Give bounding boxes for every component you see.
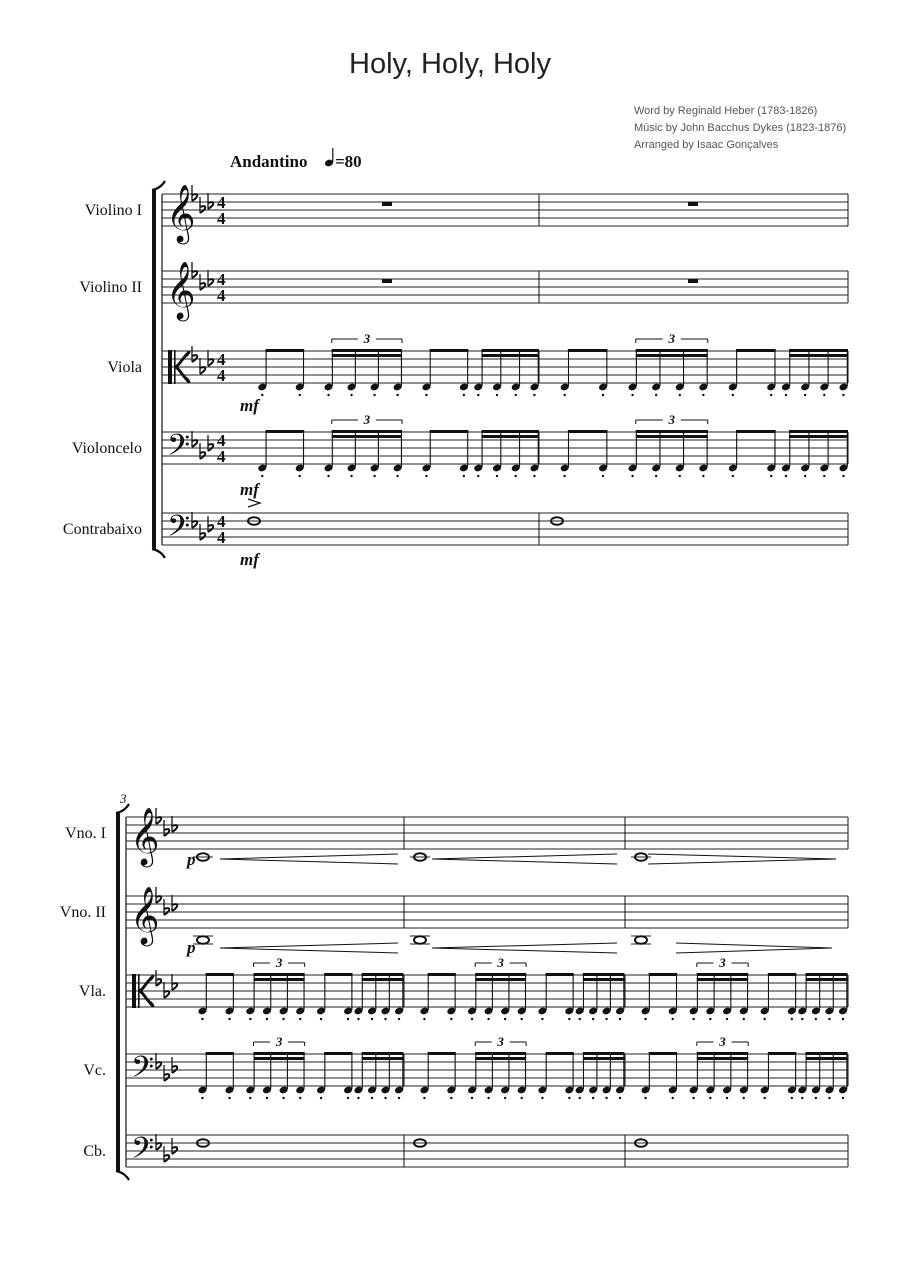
credit-words: Word by Reginald Heber (1783-1826) [634,105,818,117]
staccato-dot [564,475,566,477]
beam [254,1057,305,1060]
beam [805,1052,847,1055]
staccato-dot [521,1018,523,1020]
staccato-dot [201,1018,203,1020]
staccato-dot [299,1097,301,1099]
staccato-dot [842,394,844,396]
staccato-dot [804,475,806,477]
system-bracket [152,190,156,549]
staccato-dot [266,1018,268,1020]
beam [636,430,708,433]
staccato-dot [477,475,479,477]
staccato-dot [471,1097,473,1099]
beam [636,354,708,357]
staccato-dot [605,1097,607,1099]
tempo-marking [230,148,362,171]
beam [362,1052,404,1055]
beam [583,1052,625,1055]
flat-icon [200,443,205,459]
whole-note [414,936,426,944]
time-signature-top: 4 [217,431,226,450]
staccato-dot [785,394,787,396]
tempo-bpm: =80 [335,152,362,171]
staccato-dot [785,475,787,477]
staccato-dot [541,1018,543,1020]
staccato-dot [709,1097,711,1099]
flat-icon [164,820,169,836]
flat-icon [172,1057,177,1073]
credit-music: Músic by John Bacchus Dykes (1823-1876) [634,122,847,134]
staccato-dot [732,394,734,396]
flat-icon [172,816,177,832]
staccato-dot [672,1018,674,1020]
whole-note [635,936,647,944]
staccato-dot [842,1018,844,1020]
beam [475,973,526,976]
beam [636,349,708,352]
time-signature-top: 4 [217,193,226,212]
flat-icon [200,197,205,213]
flat-icon [164,982,169,998]
bass-clef-icon: 𝄢 [167,510,191,551]
measure-2 [410,853,625,1147]
beam [481,354,538,357]
staccato-dot [477,394,479,396]
staccato-dot [726,1097,728,1099]
flat-bowl [208,359,213,366]
accent-mark [248,499,260,507]
staccato-dot [371,1097,373,1099]
instrument-name: Violoncelo [71,440,142,457]
time-signature-bottom: 4 [217,447,226,466]
tuplet-number: 3 [275,1034,283,1049]
beam [546,1052,574,1055]
beam [568,349,608,352]
beam [583,978,625,981]
flat-icon [164,899,169,915]
time-signature-top: 4 [217,270,226,289]
staccato-dot [801,1097,803,1099]
staccato-dot [249,1018,251,1020]
beam [481,430,538,433]
whole-rest-icon [382,279,392,283]
staccato-dot [568,1097,570,1099]
flat-bowl [172,983,177,990]
staccato-dot [228,1097,230,1099]
staccato-dot [299,394,301,396]
staccato-dot [261,475,263,477]
beam [789,435,848,438]
staccato-dot [644,1018,646,1020]
staccato-dot [347,1097,349,1099]
staccato-dot [398,1097,400,1099]
staccato-dot [541,1097,543,1099]
diminuendo-hairpin [676,943,832,953]
beam [362,1057,404,1060]
whole-rest-icon [688,202,698,206]
staccato-dot [496,394,498,396]
flat-icon [156,1053,161,1069]
staccato-dot [692,1018,694,1020]
beam [254,973,305,976]
tuplet-number: 3 [363,412,371,427]
staccato-dot [261,394,263,396]
beam [583,973,625,976]
whole-rest-icon [382,202,392,206]
staccato-dot [592,1018,594,1020]
flat-bowl [172,904,177,911]
staccato-dot [504,1018,506,1020]
beam [805,1057,847,1060]
tempo-label: Andantino [230,152,308,171]
staccato-dot [384,1097,386,1099]
staccato-dot [679,394,681,396]
instrument-name: Violino II [79,279,142,296]
staccato-dot [327,475,329,477]
staccato-dot [828,1097,830,1099]
staccato-dot [357,1097,359,1099]
beam [265,430,304,433]
staccato-dot [815,1018,817,1020]
system-bracket [116,813,120,1171]
staccato-dot [533,475,535,477]
staccato-dot [672,1097,674,1099]
flat-icon [200,524,205,540]
crescendo-hairpin [220,854,398,864]
bracket-hook [152,549,165,558]
instrument-name: Vla. [78,983,106,1000]
beam [649,1052,677,1055]
beam [475,1052,526,1055]
staccato-dot [515,394,517,396]
beam [697,1052,748,1055]
whole-note [197,936,209,944]
flat-bowl [208,202,213,209]
staccato-dot [815,1097,817,1099]
staccato-dot [350,394,352,396]
flat-bowl [192,440,197,447]
staccato-dot [568,1018,570,1020]
staccato-dot [743,1097,745,1099]
staccato-dot [228,1018,230,1020]
beam [789,430,848,433]
beam [805,978,847,981]
beam [768,1052,796,1055]
instrument-name: Violino I [84,202,142,219]
beam [332,354,402,357]
staccato-dot [791,1097,793,1099]
flat-icon [200,358,205,374]
staccato-dot [350,475,352,477]
flat-icon [164,1146,169,1162]
treble-clef-icon: 𝄞 [130,886,160,944]
beam [254,1052,305,1055]
instrument-name: Vno. II [59,904,106,921]
staccato-dot [763,1097,765,1099]
instrument-name: Viola [107,359,142,376]
beam [362,978,404,981]
staccato-dot [578,1018,580,1020]
staccato-dot [299,1018,301,1020]
beam [697,1057,748,1060]
beam [697,973,748,976]
alto-clef-bar [132,974,136,1008]
staccato-dot [842,475,844,477]
beam [805,973,847,976]
beam [481,435,538,438]
flat-icon [200,274,205,290]
staccato-dot [347,1018,349,1020]
tuplet-number: 3 [668,331,675,346]
flat-icon [172,895,177,911]
staccato-dot [320,1097,322,1099]
flat-icon [208,435,213,451]
staccato-dot [692,1097,694,1099]
staccato-dot [770,394,772,396]
staccato-dot [396,394,398,396]
flat-icon [192,346,197,362]
staccato-dot [373,475,375,477]
beam [546,973,574,976]
staccato-dot [702,394,704,396]
measure-number: 3 [120,791,127,806]
staccato-dot [602,394,604,396]
staccato-dot [450,1097,452,1099]
staccato-dot [823,475,825,477]
bass-clef-icon: 𝄢 [167,429,191,470]
staccato-dot [521,1097,523,1099]
staccato-dot [533,394,535,396]
dynamic-mf: mf [240,550,259,569]
bracket-hook [152,181,165,190]
staccato-dot [266,1097,268,1099]
flat-icon [164,1065,169,1081]
beam [332,349,402,352]
staccato-dot [644,1097,646,1099]
staccato-dot [504,1097,506,1099]
dynamic-mf: mf [240,480,259,499]
flat-icon [172,1138,177,1154]
treble-clef-icon: 𝄞 [166,261,196,319]
instrument-name: Vno. I [65,825,106,842]
beam [649,973,677,976]
dynamic-p: p [187,850,196,869]
page-title: Holy, Holy, Holy [349,48,551,80]
beam [428,973,456,976]
beam [332,435,402,438]
staccato-dot [763,1018,765,1020]
staccato-dot [828,1018,830,1020]
instrument-name: Vc. [83,1062,106,1079]
flat-icon [208,270,213,286]
beam [362,973,404,976]
staccato-dot [823,394,825,396]
staccato-dot [201,1097,203,1099]
staccato-dot [804,394,806,396]
staccato-dot [619,1018,621,1020]
flat-bowl [200,367,205,374]
staccato-dot [655,394,657,396]
staccato-dot [592,1097,594,1099]
bracket-hook [116,1171,129,1180]
staccato-dot [357,1018,359,1020]
staccato-dot [709,1018,711,1020]
flat-bowl [156,1143,161,1150]
staccato-dot [726,1018,728,1020]
staccato-dot [425,394,427,396]
staccato-dot [450,1018,452,1020]
beam [583,1057,625,1060]
staccato-dot [679,475,681,477]
instrument-name: Contrabaixo [62,521,142,538]
staccato-dot [602,475,604,477]
alto-clef-bar [174,350,176,384]
flat-icon [208,516,213,532]
staccato-dot [655,475,657,477]
staccato-dot [371,1018,373,1020]
staccato-dot [743,1018,745,1020]
beam [697,978,748,981]
measure-1 [185,850,404,1147]
treble-clef-icon: 𝄞 [130,807,160,865]
beam [428,1052,456,1055]
whole-rest-icon [688,279,698,283]
flat-icon [156,970,161,986]
beam [789,349,848,352]
staccato-dot [487,1018,489,1020]
staccato-dot [578,1097,580,1099]
staccato-dot [396,475,398,477]
tuplet-number: 3 [719,1034,726,1049]
flat-bowl [172,825,177,832]
flat-icon [156,1134,161,1150]
staccato-dot [564,394,566,396]
flat-bowl [164,991,169,998]
beam [736,430,776,433]
staccato-dot [299,475,301,477]
instrument-name: Cb. [83,1143,106,1160]
crescendo-hairpin [432,943,617,953]
system-2 [60,791,848,1180]
staccato-dot [398,1018,400,1020]
tuplet-number: 3 [497,1034,504,1049]
flat-icon [208,350,213,366]
staccato-dot [631,394,633,396]
staccato-dot [423,1018,425,1020]
beam [568,430,608,433]
staccato-dot [496,475,498,477]
beam [254,978,305,981]
tuplet-number: 3 [275,955,283,970]
flat-bowl [192,521,197,528]
beam [430,430,469,433]
staccato-dot [732,475,734,477]
tuplet-number: 3 [363,331,371,346]
time-signature-bottom: 4 [217,366,226,385]
beam [636,435,708,438]
staccato-dot [425,475,427,477]
dynamic-mf: mf [240,396,259,415]
staccato-dot [605,1018,607,1020]
bass-clef-icon: 𝄢 [131,1132,155,1173]
beam [475,1057,526,1060]
flat-icon [172,974,177,990]
beam [430,349,469,352]
diminuendo-hairpin [648,854,836,864]
staccato-dot [327,394,329,396]
time-signature-bottom: 4 [217,209,226,228]
staccato-dot [471,1018,473,1020]
beam [789,354,848,357]
beam [481,349,538,352]
crescendo-hairpin [220,943,398,953]
staccato-dot [373,394,375,396]
beam [206,1052,234,1055]
time-signature-bottom: 4 [217,528,226,547]
staccato-dot [423,1097,425,1099]
flat-icon [192,431,197,447]
flat-bowl [156,1062,161,1069]
treble-clef-icon: 𝄞 [166,184,196,242]
flat-bowl [208,279,213,286]
staccato-dot [384,1018,386,1020]
alto-clef-bar [138,974,140,1008]
beam [206,973,234,976]
tuplet-number: 3 [719,955,726,970]
staccato-dot [791,1018,793,1020]
beam [736,349,776,352]
staccato-dot [619,1097,621,1099]
measure-3 [631,853,848,1147]
tuplet-number: 3 [668,412,675,427]
beam [324,973,352,976]
staccato-dot [463,475,465,477]
crescendo-hairpin [432,854,617,864]
time-signature-bottom: 4 [217,286,226,305]
staccato-dot [282,1018,284,1020]
beam [768,973,796,976]
time-signature-top: 4 [217,512,226,531]
flat-icon [208,193,213,209]
staccato-dot [801,1018,803,1020]
staccato-dot [702,475,704,477]
staccato-dot [320,1018,322,1020]
system-1 [0,0,849,569]
beam [475,978,526,981]
staccato-dot [282,1097,284,1099]
time-signature-top: 4 [217,350,226,369]
beam [332,430,402,433]
beam [265,349,304,352]
alto-clef-bar [168,350,172,384]
flat-icon [192,512,197,528]
staccato-dot [515,475,517,477]
staccato-dot [631,475,633,477]
dynamic-p: p [187,938,196,957]
staccato-dot [487,1097,489,1099]
staccato-dot [249,1097,251,1099]
bass-clef-icon: 𝄢 [131,1051,155,1092]
tuplet-number: 3 [497,955,504,970]
staccato-dot [842,1097,844,1099]
staccato-dot [463,394,465,396]
credit-arranger: Arranged by Isaac Gonçalves [634,139,779,151]
staccato-dot [770,475,772,477]
beam [324,1052,352,1055]
